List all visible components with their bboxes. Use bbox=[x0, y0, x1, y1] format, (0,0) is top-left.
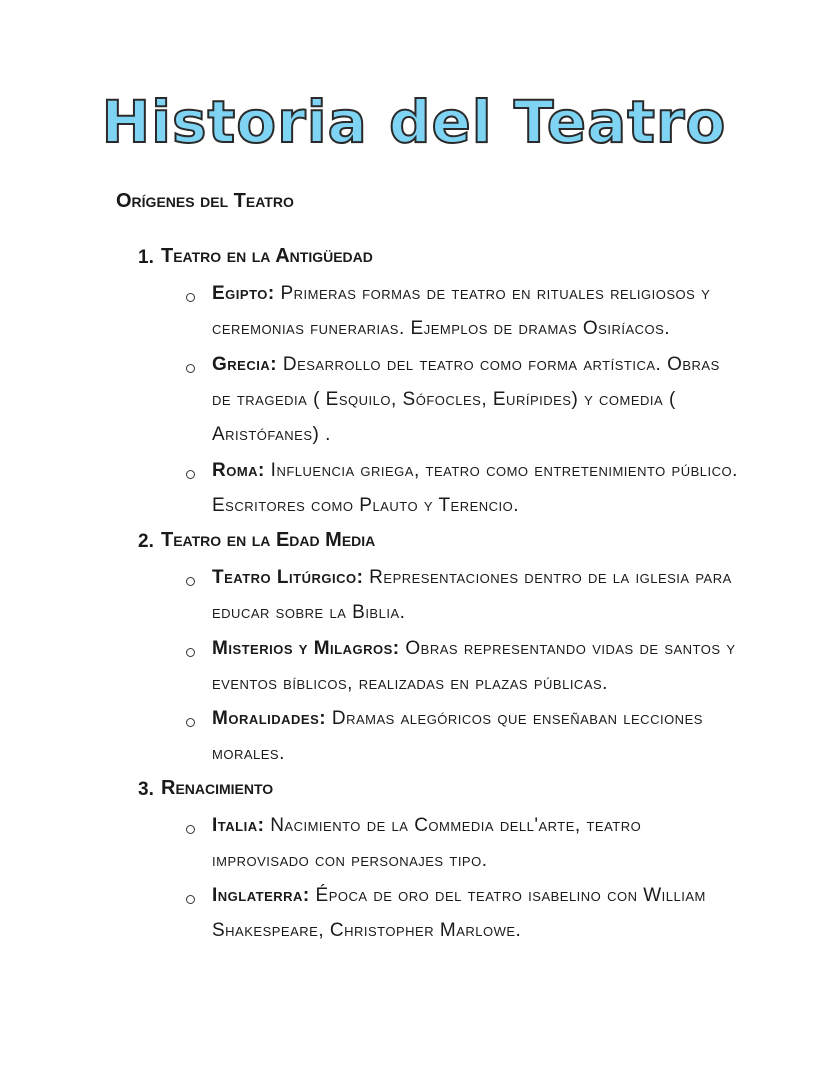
item-term: Misterios y Milagros: bbox=[212, 638, 400, 659]
bullet-icon bbox=[186, 825, 195, 834]
list-item bbox=[212, 560, 742, 630]
page-title: Historia del Teatro bbox=[101, 88, 727, 156]
item-text: Desarrollo del teatro como forma artística. Obras de tragedia ( Esquilo, Sófocles, Eurípides) y comedia ( Aristófanes) . bbox=[212, 354, 720, 445]
item-text: Influencia griega, teatro como entretenimiento público. Escritores como Plauto y Terencio. bbox=[212, 460, 738, 516]
bullet-icon bbox=[186, 718, 195, 727]
item-text: Obras representando vidas de santos y eventos bíblicos, realizadas en plazas públicas. bbox=[212, 638, 736, 694]
item-text: Primeras formas de teatro en rituales religiosos y ceremonias funerarias. Ejemplos de dramas Osiríacos. bbox=[212, 283, 711, 339]
bullet-icon bbox=[186, 577, 195, 586]
item-term: Inglaterra: bbox=[212, 885, 310, 906]
bullet-icon bbox=[186, 470, 195, 479]
bullet-icon bbox=[186, 895, 195, 904]
list-item bbox=[212, 808, 742, 878]
list-number: 2. bbox=[138, 531, 154, 552]
item-text: Época de oro del teatro isabelino con William Shakespeare, Christopher Marlowe. bbox=[212, 885, 706, 941]
list-number: 3. bbox=[138, 779, 154, 800]
item-term: Roma: bbox=[212, 460, 265, 481]
bullet-icon bbox=[186, 293, 195, 302]
subsection-heading: Teatro en la Edad Media bbox=[161, 529, 376, 551]
item-term: Teatro Litúrgico: bbox=[212, 567, 364, 588]
bullet-icon bbox=[186, 648, 195, 657]
bullet-icon bbox=[186, 364, 195, 373]
list-item bbox=[212, 453, 742, 523]
subsection-heading: Renacimiento bbox=[161, 777, 274, 799]
item-term: Moralidades: bbox=[212, 708, 327, 729]
list-item bbox=[212, 878, 742, 948]
item-term: Egipto: bbox=[212, 283, 275, 304]
section-heading: Orígenes del Teatro bbox=[116, 190, 294, 212]
item-term: Grecia: bbox=[212, 354, 278, 375]
item-text: Nacimiento de la Commedia dell'arte, teatro improvisado con personajes tipo. bbox=[212, 815, 642, 871]
list-number: 1. bbox=[138, 247, 154, 268]
item-term: Italia: bbox=[212, 815, 265, 836]
list-item bbox=[212, 701, 742, 771]
list-item bbox=[212, 276, 742, 346]
item-text: Representaciones dentro de la iglesia para educar sobre la Biblia. bbox=[212, 567, 732, 623]
list-item bbox=[212, 631, 742, 701]
list-item bbox=[212, 347, 742, 452]
item-text: Dramas alegóricos que enseñaban lecciones morales. bbox=[212, 708, 703, 764]
subsection-heading: Teatro en la Antigüedad bbox=[161, 245, 373, 267]
